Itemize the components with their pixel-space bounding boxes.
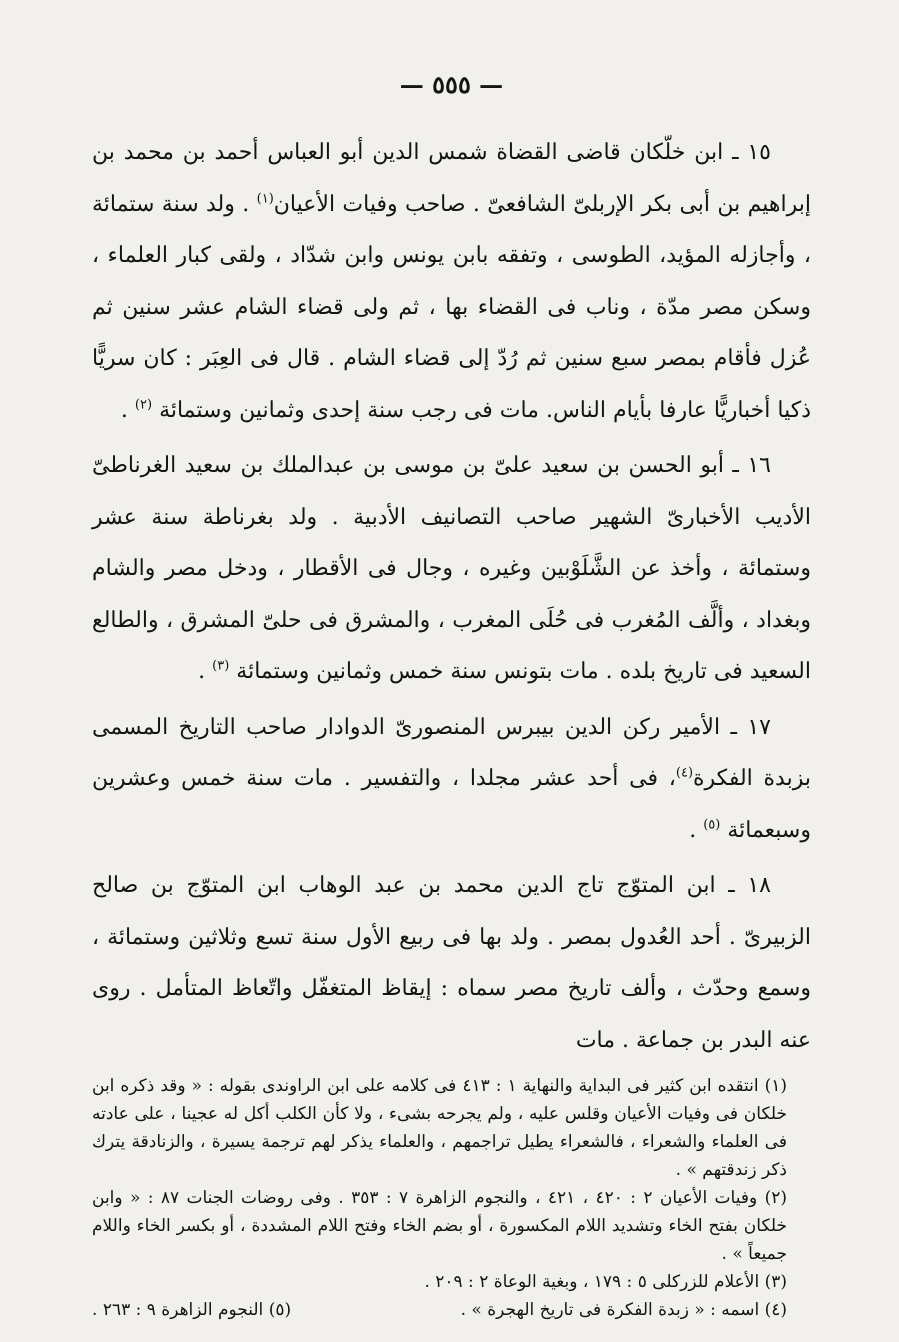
entry-text: . <box>689 817 697 843</box>
entry-17 <box>92 702 811 857</box>
footnote-ref: (٤) <box>675 765 694 781</box>
entry-text: . <box>120 397 128 423</box>
footnotes <box>92 1072 811 1324</box>
footnote-ref: (١) <box>256 191 274 207</box>
entry-18 <box>92 860 811 1066</box>
footnote-row <box>92 1296 811 1324</box>
footnote-ref: (٢) <box>134 397 153 413</box>
entry-15 <box>92 127 811 436</box>
entry-text: ١٨ ـ ابن المتوّج تاج الدين محمد بن عبد الوهاب ابن المتوّج بن صالح الزبيرىّ . أحد العُدول بمصر . ولد بها فى ربيع الأول سنة تسع وثلاثين وستمائة ، وسمع وحدّث ، وألف تاريخ مصر سماه : إيقاظ المتغفّل واتّعاظ المتأمل . روى عنه البدر بن جماعة . مات <box>92 873 811 1053</box>
footnote-ref: (٥) <box>703 817 721 833</box>
footnote-2: (٢) وفيات الأعيان ٢ : ٤٢٠ ، ٤٢١ ، والنجوم الزاهرة ٧ : ٣٥٣ . وفى روضات الجنات ٨٧ : « وابن خلكان بفتح الخاء وتشديد اللام المكسورة ، أو بضم الخاء وفتح اللام المشددة ، أو بكسر الخاء واللام جميعاً » . <box>92 1188 787 1264</box>
footnote-3: (٣) الأعلام للزركلى ٥ : ١٧٩ ، وبغية الوعاة ٢ : ٢٠٩ . <box>424 1272 787 1292</box>
page-number: — ٥٥٥ — <box>399 70 504 99</box>
entry-text: ١٥ ـ ابن خلّكان قاضى القضاة شمس الدين أبو العباس أحمد بن محمد بن إبراهيم بن أبى بكر الإربلىّ الشافعىّ . صاحب وفيات الأعيان <box>92 140 811 217</box>
footnote-1: (١) انتقده ابن كثير فى البداية والنهاية ١ : ٤١٣ فى كلامه على ابن الراوندى بقوله : « وقد ذكره ابن خلكان فى وفيات الأعيان وقلس عليه ، ولم يجرحه بشىء ، ولا كأن الكلب أكل له عجينا ، على عادته فى العلماء والشعراء ، فالشعراء يطيل تراجمهم ، والعلماء يذكر لهم ترجمة يسيرة ، والزنادقة يترك ذكر زندقتهم » . <box>92 1076 787 1180</box>
footnote-ref: (٣) <box>212 658 230 674</box>
entry-text: ، فى أحد عشر مجلدا ، والتفسير . مات سنة خمس وعشرين وسبعمائة <box>92 766 811 843</box>
entry-text: ١٧ ـ الأمير ركن الدين بيبرس المنصورىّ الدوادار صاحب التاريخ المسمى بزبدة الفكرة <box>92 714 811 791</box>
entry-16 <box>92 440 811 698</box>
entry-text: . ولد سنة ستمائة ، وأجازله المؤيد، الطوسى ، وتفقه بابن يونس وابن شدّاد ، ولقى كبار العلماء ، وسكن مصر مدّة ، وناب فى القضاء بها ، ثم ولى قضاء الشام عشر سنين ثم عُزل فأقام بمصر سبع سنين ثم رُدّ إلى قضاء الشام . قال فى العِبَر : كان سريًّا ذكيا أخباريًّا عارفا بأيام الناس. مات فى رجب سنة إحدى وثمانين وستمائة <box>92 191 812 423</box>
entry-text: ١٦ ـ أبو الحسن بن سعيد علىّ بن موسى بن عبدالملك بن سعيد الغرناطىّ الأديب الأخبارىّ الشهير صاحب التصانيف الأدبية . ولد بغرناطة سنة عشر وستمائة ، وأخذ عن الشَّلَوْبين وغيره ، وجال فى الأقطار ، ودخل مصر والشام وبغداد ، وألَّف المُغرب فى حُلَى المغرب ، والمشرق فى حلىّ المشرق ، والطالع السعيد فى تاريخ بلده . مات بتونس سنة خمس وثمانين وستمائة <box>92 453 811 684</box>
footnote-5: (٥) النجوم الزاهرة ٩ : ٢٦٣ . <box>92 1300 292 1320</box>
footnote-4: (٤) اسمه : « زبدة الفكرة فى تاريخ الهجرة » . <box>460 1300 787 1320</box>
entry-text: . <box>198 659 206 684</box>
